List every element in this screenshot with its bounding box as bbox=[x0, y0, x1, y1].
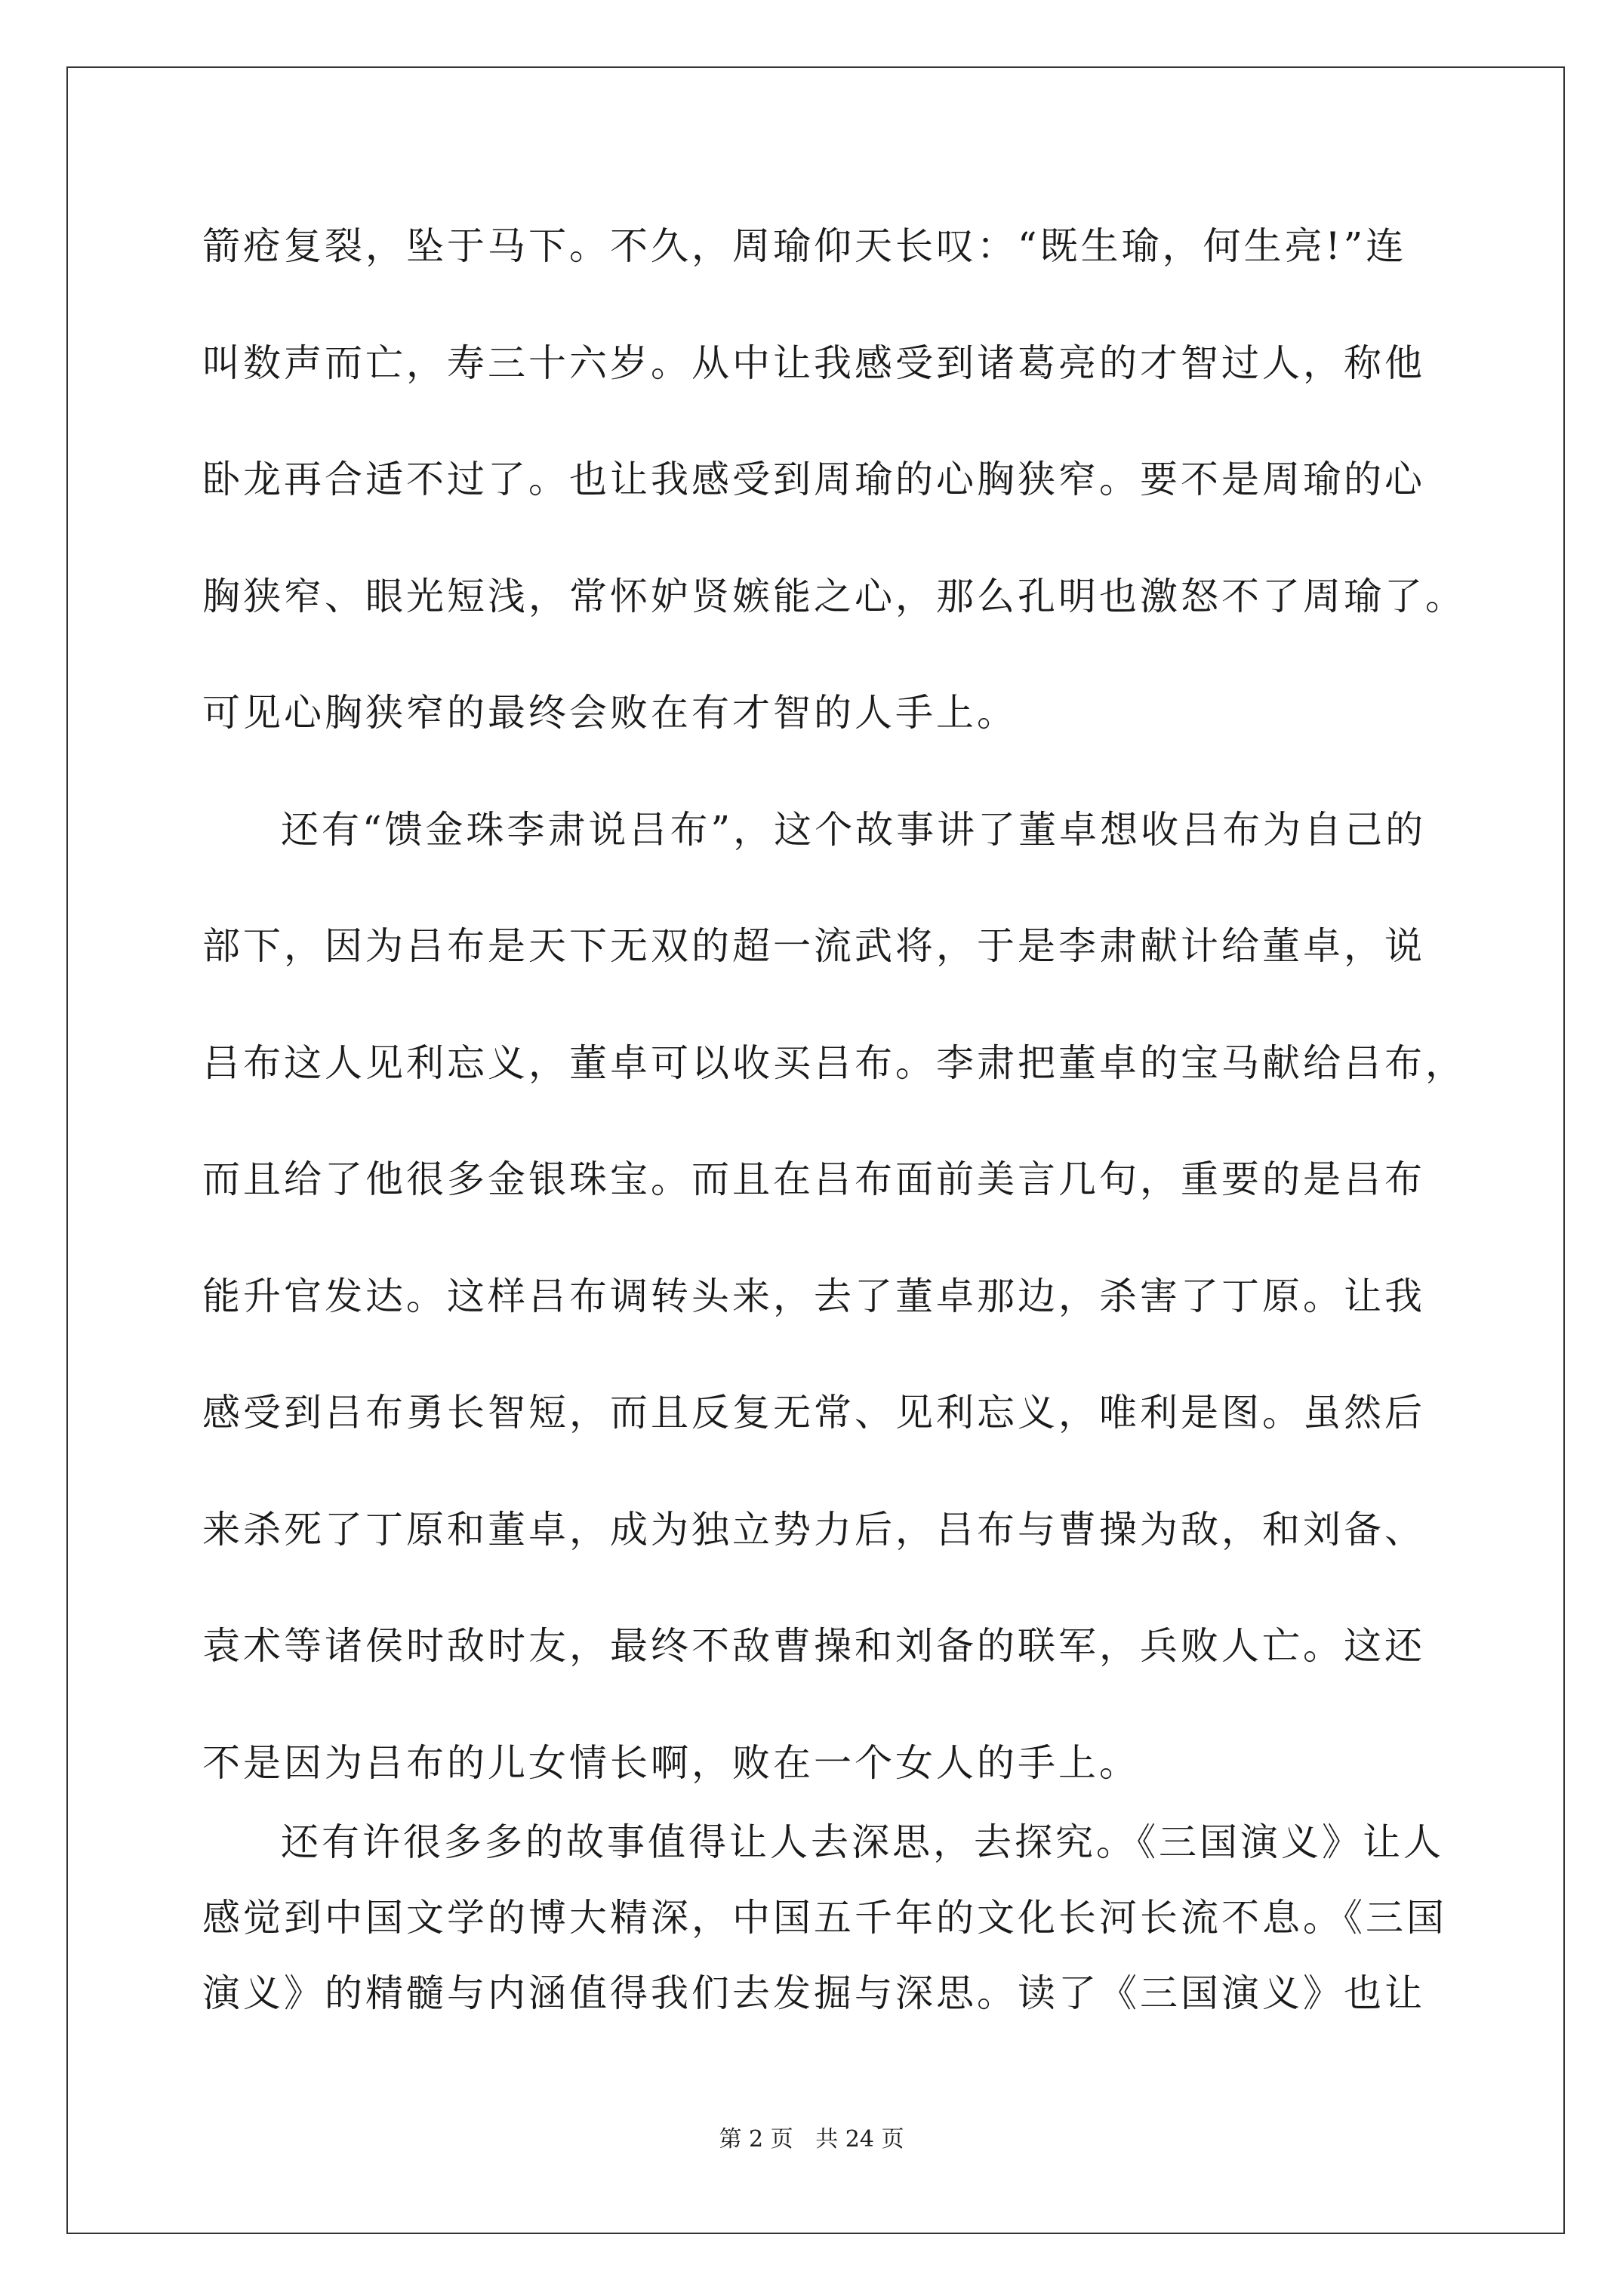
text-line: 吕布这人见利忘义，董卓可以收买吕布。李肃把董卓的宝马献给吕布， bbox=[202, 1041, 1466, 1085]
page-footer bbox=[0, 2120, 1623, 2153]
text-line: 胸狭窄、眼光短浅，常怀妒贤嫉能之心，那么孔明也激怒不了周瑜了。 bbox=[202, 575, 1466, 618]
text-line: 还有“馈金珠李肃说吕布”，这个故事讲了董卓想收吕布为自己的 bbox=[281, 808, 1427, 852]
page-number: 第 2 页 bbox=[719, 2126, 793, 2153]
text-line: 不是因为吕布的儿女情长啊，败在一个女人的手上。 bbox=[202, 1741, 1140, 1785]
text-line: 感觉到中国文学的博大精深，中国五千年的文化长河长流不息。《三国 bbox=[202, 1896, 1447, 1940]
text-line: 箭疮复裂，坠于马下。不久，周瑜仰天长叹：“既生瑜，何生亮!”连 bbox=[202, 224, 1407, 268]
text-line: 卧龙再合适不过了。也让我感受到周瑜的心胸狭窄。要不是周瑜的心 bbox=[202, 458, 1425, 501]
text-line: 可见心胸狭窄的最终会败在有才智的人手上。 bbox=[202, 691, 1018, 735]
text-line: 能升官发达。这样吕布调转头来，去了董卓那边，杀害了丁原。让我 bbox=[202, 1274, 1425, 1318]
text-line: 演义》的精髓与内涵值得我们去发掘与深思。读了《三国演义》也让 bbox=[202, 1971, 1425, 2015]
text-line: 来杀死了丁原和董卓，成为独立势力后，吕布与曹操为敌，和刘备、 bbox=[202, 1508, 1425, 1552]
text-line: 部下，因为吕布是天下无双的超一流武将，于是李肃献计给董卓，说 bbox=[202, 924, 1425, 968]
text-line: 叫数声而亡，寿三十六岁。从中让我感受到诸葛亮的才智过人，称他 bbox=[202, 341, 1425, 385]
text-line: 袁术等诸侯时敌时友，最终不敌曹操和刘备的联军，兵败人亡。这还 bbox=[202, 1624, 1425, 1668]
text-line: 而且给了他很多金银珠宝。而且在吕布面前美言几句，重要的是吕布 bbox=[202, 1157, 1425, 1201]
text-line: 还有许很多多的故事值得让人去深思，去探究。《三国演义》让人 bbox=[281, 1820, 1444, 1864]
text-line: 感受到吕布勇长智短，而且反复无常、见利忘义，唯利是图。虽然后 bbox=[202, 1391, 1425, 1435]
page-total: 共 24 页 bbox=[815, 2126, 904, 2153]
